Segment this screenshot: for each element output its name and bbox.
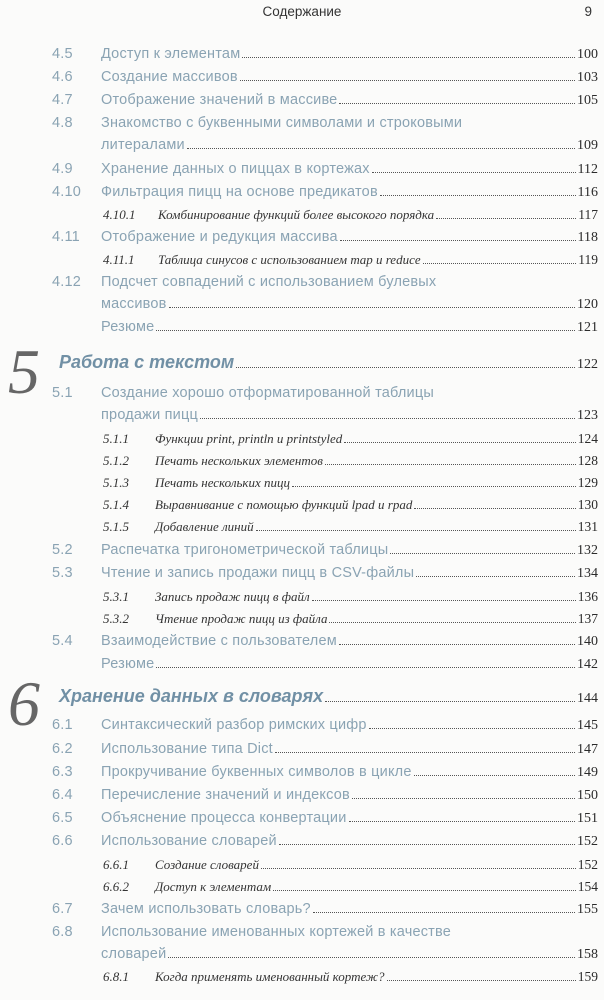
subsection-number: 5.3.2 — [103, 611, 129, 626]
page-ref: 103 — [577, 70, 598, 85]
leader-dots — [312, 599, 576, 601]
subsection-number: 6.6.2 — [103, 879, 129, 894]
section-title-line1: Использование именованных кортежей в качестве — [101, 924, 452, 940]
leader-dots — [261, 867, 576, 869]
running-title: Содержание — [262, 4, 342, 19]
leader-dots — [313, 911, 575, 913]
page-ref: 116 — [577, 185, 598, 200]
leader-dots — [275, 751, 575, 753]
section-number: 5.3 — [52, 565, 73, 581]
leader-dots — [292, 485, 576, 487]
page-ref: 134 — [577, 566, 598, 581]
section-number: 4.10 — [52, 184, 82, 200]
page-ref: 124 — [577, 431, 598, 446]
page-ref: 152 — [577, 834, 598, 849]
section-title: Использование типа Dict — [101, 741, 273, 757]
subsection-title: Функции print, println и printstyled — [155, 431, 343, 446]
subsection-title: Чтение продаж пицц из файла — [155, 611, 328, 626]
page-ref: 112 — [577, 162, 598, 177]
leader-dots — [423, 262, 577, 264]
page-ref: 158 — [577, 947, 598, 962]
page-ref: 142 — [577, 657, 598, 672]
chapter-number: 6 — [8, 668, 40, 739]
subsection-number: 5.3.1 — [103, 589, 129, 604]
section-title: Хранение данных о пиццах в кортежах — [101, 161, 370, 177]
subsection-title: Печать нескольких элементов — [155, 453, 323, 468]
chapter-title: Работа с текстом — [59, 352, 235, 372]
leader-dots — [256, 529, 576, 531]
section-title: Объяснение процесса конвертации — [101, 810, 347, 826]
subsection-title: Доступ к элементам — [155, 879, 272, 894]
leader-dots — [344, 441, 575, 443]
leader-dots — [329, 621, 575, 623]
page-ref: 155 — [577, 902, 598, 917]
section-number: 5.1 — [52, 385, 73, 401]
section-number: 6.2 — [52, 741, 73, 757]
section-number: 5.4 — [52, 633, 73, 649]
section-number: 6.1 — [52, 717, 73, 733]
section-number: 6.5 — [52, 810, 73, 826]
page-ref: 100 — [577, 47, 598, 62]
leader-dots — [242, 56, 575, 58]
page-ref: 131 — [577, 519, 598, 534]
page-ref: 154 — [577, 879, 598, 894]
section-title: Резюме — [101, 656, 155, 672]
subsection-title: Создание словарей — [155, 857, 259, 872]
page-ref: 105 — [577, 93, 598, 108]
subsection-title: Запись продаж пицц в файл — [155, 589, 310, 604]
page-ref: 159 — [577, 969, 598, 984]
section-title: Перечисление значений и индексов — [101, 787, 350, 803]
subsection-number: 5.1.5 — [103, 519, 129, 534]
section-title: Доступ к элементам — [101, 46, 241, 62]
page-ref: 109 — [577, 138, 598, 153]
section-title: литералами — [101, 137, 185, 153]
leader-dots — [156, 666, 575, 668]
subsection-title: Выравнивание с помощью функций lpad и rpad — [155, 497, 413, 512]
section-title: массивов — [101, 296, 167, 312]
leader-dots — [168, 956, 575, 958]
leader-dots — [369, 727, 575, 729]
section-title: Распечатка тригонометрической таблицы — [101, 542, 389, 558]
leader-dots — [169, 306, 575, 308]
page-ref: 128 — [577, 453, 598, 468]
section-number: 6.8 — [52, 924, 73, 940]
section-title: Прокручивание буквенных символов в цикле — [101, 764, 412, 780]
page-ref: 150 — [577, 788, 598, 803]
leader-dots — [372, 171, 576, 173]
leader-dots — [390, 552, 575, 554]
section-number: 4.11 — [52, 229, 80, 245]
section-title: Синтаксический разбор римских цифр — [101, 717, 367, 733]
section-number: 4.12 — [52, 274, 82, 290]
leader-dots — [236, 366, 575, 368]
section-title: Взаимодействие с пользователем — [101, 633, 337, 649]
subsection-title: Комбинирование функций более высокого порядка — [158, 207, 435, 222]
leader-dots — [339, 102, 575, 104]
leader-dots — [380, 194, 576, 196]
section-title: Фильтрация пицц на основе предикатов — [101, 184, 378, 200]
page-ref: 130 — [577, 497, 598, 512]
leader-dots — [436, 217, 576, 219]
page-ref: 149 — [577, 765, 598, 780]
subsection-title: Добавление линий — [155, 519, 254, 534]
leader-dots — [339, 643, 575, 645]
section-title: Отображение значений в массиве — [101, 92, 338, 108]
page-ref: 118 — [577, 230, 598, 245]
section-number: 4.7 — [52, 92, 73, 108]
section-number: 4.9 — [52, 161, 73, 177]
leader-dots — [200, 417, 575, 419]
page-ref: 122 — [577, 357, 598, 372]
page-ref: 151 — [577, 811, 598, 826]
leader-dots — [414, 507, 575, 509]
section-title-line1: Подсчет совпадений с использованием булевых — [101, 274, 437, 290]
section-number: 6.6 — [52, 833, 73, 849]
section-number: 5.2 — [52, 542, 73, 558]
page-ref: 152 — [577, 857, 598, 872]
leader-dots — [187, 147, 575, 149]
subsection-number: 6.8.1 — [103, 969, 129, 984]
leader-dots — [349, 820, 576, 822]
chapter-number: 5 — [8, 336, 40, 407]
page-number: 9 — [584, 4, 592, 19]
section-title: словарей — [101, 946, 167, 962]
subsection-number: 6.6.1 — [103, 857, 129, 872]
subsection-number: 5.1.1 — [103, 431, 129, 446]
leader-dots — [416, 575, 575, 577]
section-title-line1: Знакомство с буквенными символами и строковыми — [101, 115, 463, 131]
subsection-title: Печать нескольких пицц — [155, 475, 291, 490]
section-title: продажи пицц — [101, 407, 198, 423]
page-ref: 144 — [577, 691, 598, 706]
section-number: 4.8 — [52, 115, 73, 131]
subsection-number: 4.11.1 — [103, 252, 135, 267]
leader-dots — [279, 843, 575, 845]
leader-dots — [156, 329, 575, 331]
section-number: 6.7 — [52, 901, 73, 917]
subsection-number: 5.1.4 — [103, 497, 129, 512]
subsection-number: 5.1.3 — [103, 475, 129, 490]
leader-dots — [325, 463, 576, 465]
leader-dots — [352, 797, 575, 799]
page-ref: 123 — [577, 408, 598, 423]
section-title: Резюме — [101, 319, 155, 335]
page-ref: 136 — [577, 589, 598, 604]
section-number: 4.6 — [52, 69, 73, 85]
leader-dots — [414, 774, 575, 776]
leader-dots — [387, 979, 576, 981]
section-title: Чтение и запись продажи пицц в CSV-файлы — [101, 565, 415, 581]
page-ref: 117 — [578, 207, 598, 222]
section-number: 6.3 — [52, 764, 73, 780]
section-title-line1: Создание хорошо отформатированной таблицы — [101, 385, 434, 401]
leader-dots — [325, 700, 575, 702]
section-title: Создание массивов — [101, 69, 238, 85]
page-ref: 140 — [577, 634, 598, 649]
page-ref: 137 — [577, 611, 598, 626]
subsection-number: 4.10.1 — [103, 207, 136, 222]
page-ref: 119 — [578, 252, 598, 267]
section-title: Отображение и редукция массива — [101, 229, 338, 245]
subsection-title: Когда применять именованный кортеж? — [155, 969, 385, 984]
page-ref: 129 — [577, 475, 598, 490]
leader-dots — [340, 239, 576, 241]
page-ref: 121 — [577, 320, 598, 335]
section-number: 6.4 — [52, 787, 73, 803]
subsection-number: 5.1.2 — [103, 453, 129, 468]
subsection-title: Таблица синусов с использованием map и reduce — [158, 252, 421, 267]
section-number: 4.5 — [52, 46, 73, 62]
page-ref: 147 — [577, 742, 598, 757]
page-header — [0, 0, 604, 26]
section-title: Зачем использовать словарь? — [101, 901, 311, 917]
leader-dots — [240, 79, 575, 81]
chapter-title: Хранение данных в словарях — [59, 686, 324, 706]
leader-dots — [273, 889, 576, 891]
page-ref: 120 — [577, 297, 598, 312]
section-title: Использование словарей — [101, 833, 277, 849]
page-ref: 132 — [577, 543, 598, 558]
page-ref: 145 — [577, 718, 598, 733]
